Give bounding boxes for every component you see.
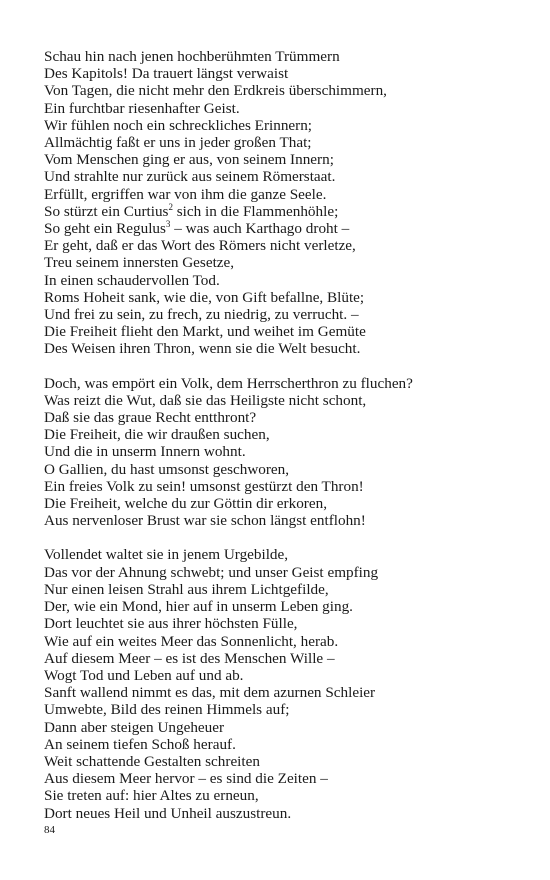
line-text: Er geht, daß er das Wort des Römers nicht verletze, (44, 237, 356, 255)
line-text: Sie treten auf: hier Altes zu erneun, (44, 787, 259, 805)
poem-line (44, 719, 514, 736)
line-text: Vom Menschen ging er aus, von seinem Innern; (44, 151, 334, 169)
poem-line (44, 564, 514, 581)
line-text: Ein freies Volk zu sein! umsonst gestürzt den Thron! (44, 477, 364, 495)
line-text: Wogt Tod und Leben auf und ab. (44, 666, 244, 684)
line-text: Weit schattende Gestalten schreiten (44, 752, 260, 770)
page-number: 84 (44, 824, 55, 836)
line-text: Roms Hoheit sank, wie die, von Gift befallne, Blüte; (44, 288, 365, 306)
poem-line (44, 220, 514, 237)
line-text: Ein furchtbar riesenhafter Geist. (44, 99, 240, 117)
line-text: Das vor der Ahnung schwebt; und unser Geist empfing (44, 563, 379, 581)
poem-line (44, 426, 514, 443)
line-text: sich in die Flammenhöhle; (172, 202, 339, 220)
poem-line (44, 805, 514, 822)
line-text: So stürzt ein Curtius (44, 202, 169, 220)
poem-line (44, 753, 514, 770)
line-text: Des Weisen ihren Thron, wenn sie die Welt besucht. (44, 340, 361, 358)
poem-line (44, 82, 514, 99)
line-text: Und strahlte nur zurück aus seinem Römerstaat. (44, 168, 336, 186)
line-text: So geht ein Regulus (44, 220, 166, 238)
poem-line (44, 684, 514, 701)
line-text: O Gallien, du hast umsonst geschworen, (44, 460, 290, 478)
poem-line (44, 117, 514, 134)
line-text: Wir fühlen noch ein schreckliches Erinnern; (44, 116, 313, 134)
poem-line (44, 48, 514, 65)
line-text: Von Tagen, die nicht mehr den Erdkreis überschimmern, (44, 82, 387, 100)
poem-line (44, 495, 514, 512)
line-text: Aus nervenloser Brust war sie schon längst entflohn! (44, 512, 366, 530)
line-text: Schau hin nach jenen hochberühmten Trümmern (44, 48, 340, 65)
line-text: Treu seinem innersten Gesetze, (44, 254, 235, 272)
poem-line (44, 512, 514, 529)
poem-line (44, 546, 514, 563)
line-text: Aus diesem Meer hervor – es sind die Zeiten – (44, 770, 328, 788)
poem-line (44, 598, 514, 615)
line-text: Doch, was empört ein Volk, dem Herrscherthron zu fluchen? (44, 374, 413, 392)
poem-line (44, 392, 514, 409)
stanza (44, 546, 514, 821)
poem-line (44, 254, 514, 271)
footnote-marker: 3 (165, 218, 171, 229)
line-text: Dort leuchtet sie aus ihrer höchsten Fülle, (44, 615, 298, 633)
line-text: Dann aber steigen Ungeheuer (44, 718, 225, 736)
poem-line (44, 736, 514, 753)
poem-line (44, 667, 514, 684)
line-text: Allmächtig faßt er uns in jeder großen That; (44, 134, 312, 152)
line-text: Des Kapitols! Da trauert längst verwaist (44, 65, 289, 83)
poem-line (44, 272, 514, 289)
poem-line (44, 770, 514, 787)
poem-line (44, 633, 514, 650)
poem-line (44, 306, 514, 323)
line-text: Wie auf ein weites Meer das Sonnenlicht, herab. (44, 632, 339, 650)
poem-line (44, 650, 514, 667)
poem-line (44, 340, 514, 357)
line-text: Vollendet waltet sie in jenem Urgebilde, (44, 546, 289, 564)
line-text: Was reizt die Wut, daß sie das Heiligste nicht schont, (44, 391, 367, 409)
line-text: – was auch Karthago droht – (170, 220, 350, 238)
poem-line (44, 461, 514, 478)
footnote-marker: 2 (168, 201, 173, 212)
line-text: Auf diesem Meer – es ist des Menschen Wille – (44, 649, 335, 667)
poem-line (44, 478, 514, 495)
poem-line (44, 787, 514, 804)
poem-line (44, 581, 514, 598)
line-text: Nur einen leisen Strahl aus ihrem Lichtgefilde, (44, 580, 329, 598)
poem-line (44, 289, 514, 306)
line-text: Umwebte, Bild des reinen Himmels auf; (44, 701, 290, 719)
poem-line (44, 375, 514, 392)
line-text: Und die in unserm Innern wohnt. (44, 443, 246, 461)
poem-line (44, 237, 514, 254)
poem-line (44, 409, 514, 426)
poem-line (44, 65, 514, 82)
poem-line (44, 615, 514, 632)
poem-line (44, 134, 514, 151)
line-text: In einen schaudervollen Tod. (44, 271, 220, 289)
poem-line (44, 323, 514, 340)
line-text: Die Freiheit, die wir draußen suchen, (44, 426, 270, 444)
line-text: Sanft wallend nimmt es das, mit dem azurnen Schleier (44, 684, 376, 702)
line-text: Erfüllt, ergriffen war von ihm die ganze Seele. (44, 185, 327, 203)
line-text: Und frei zu sein, zu frech, zu niedrig, zu verrucht. – (44, 306, 359, 324)
poem-line (44, 701, 514, 718)
line-text: Der, wie ein Mond, hier auf in unserm Leben ging. (44, 598, 353, 616)
line-text: Daß sie das graue Recht entthront? (44, 409, 257, 427)
poem-line (44, 151, 514, 168)
line-text: Die Freiheit, welche du zur Göttin dir erkoren, (44, 495, 327, 513)
line-text: Die Freiheit flieht den Markt, und weihet im Gemüte (44, 323, 366, 341)
poem-line (44, 443, 514, 460)
poem-line (44, 100, 514, 117)
stanza (44, 48, 514, 358)
poem-line (44, 186, 514, 203)
poem-text (44, 48, 514, 839)
poem-line (44, 168, 514, 185)
stanza (44, 375, 514, 530)
poem-line (44, 203, 514, 220)
line-text: An seinem tiefen Schoß herauf. (44, 735, 236, 753)
line-text: Dort neues Heil und Unheil auszustreun. (44, 804, 292, 822)
